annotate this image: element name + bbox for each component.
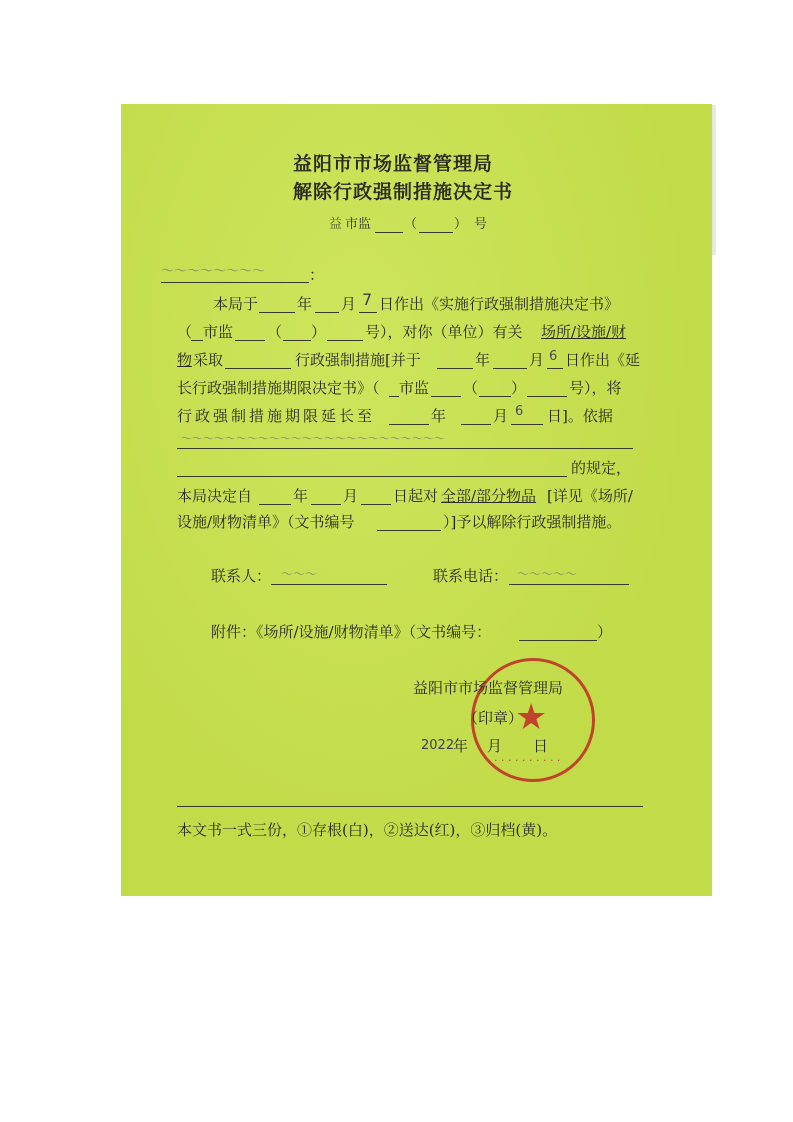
p3-month-blank (493, 368, 527, 369)
attachment-close: ） (597, 623, 613, 641)
p2-paren: （ (177, 323, 193, 341)
p2-prefix-blank (191, 340, 203, 341)
p3-day-blank (547, 368, 563, 369)
basis-line-2 (177, 476, 567, 477)
p3-caiqu: 采取 (193, 351, 224, 369)
p3-year-blank (437, 368, 473, 369)
p7-options: 全部/部分物品 (441, 487, 537, 505)
p3-tail: 日作出《延 (565, 351, 641, 369)
addressee-colon: ： (309, 266, 325, 284)
doc-no-prefix: 益 (329, 217, 343, 232)
p8-tail: ）]予以解除行政强制措施。 (443, 513, 622, 531)
p2-city: 市监 (203, 323, 234, 341)
p4-tail: 号），将 (569, 379, 622, 397)
contact-phone-label: 联系电话： (433, 567, 509, 585)
p1-text: 日作出《实施行政强制措施决定书》 (379, 295, 620, 313)
p7-day-blank (361, 504, 391, 505)
p5-day-blank (511, 424, 543, 425)
p5-month-blank (461, 424, 491, 425)
p3-wu: 物 (177, 351, 193, 369)
contact-person-field (271, 584, 387, 585)
basis-line-1 (177, 448, 633, 449)
signature-seal-label: （印章） (463, 709, 524, 727)
contact-phone-field (509, 584, 629, 585)
footer-rule (177, 806, 643, 807)
p7-yue: 月 (343, 487, 359, 505)
p1-lead: 本局于 (213, 295, 259, 313)
contact-phone-handwriting: ～～～～～ (517, 567, 578, 581)
p5-tail: 日]。依据 (547, 407, 613, 425)
org-title: 益阳市市场监督管理局 (293, 153, 494, 175)
doc-no-city: 市监 (345, 217, 372, 232)
attachment-docno-field (519, 640, 597, 641)
p7-year-blank (259, 504, 291, 505)
addressee-blank (161, 282, 309, 283)
p1-nian: 年 (297, 295, 313, 313)
document-sheet (121, 104, 712, 896)
p1-month-blank (315, 312, 339, 313)
p2-paren-close: ） (311, 323, 327, 341)
p1-day-value: 7 (362, 290, 373, 309)
p2-year-blank (283, 340, 311, 341)
p2-place-options: 场所/设施/财 (541, 323, 627, 341)
p1-day-blank (359, 312, 377, 313)
p5-day-value: 6 (515, 404, 524, 419)
signature-ri: 日 (533, 737, 549, 755)
doc-no-hao: 号 (474, 217, 488, 232)
p7-lead: 本局决定自 (177, 487, 253, 505)
p4-city: 市监 (399, 379, 430, 397)
p2-text: 号），对你（单位）有关 (365, 323, 523, 341)
signature-year: 2022 (421, 738, 455, 753)
p4-paren-close: ） (511, 379, 527, 397)
doc-no-paren-close: ） (454, 217, 468, 232)
doc-no-paren-open: （ (404, 217, 418, 232)
p5-text: 行政强制措施期限延长至 (177, 407, 376, 425)
doc-no-blank (375, 232, 403, 233)
seal-serial-icon: · · · · · · · · · · · (487, 754, 561, 767)
signature-nian: 年 (453, 737, 469, 755)
p1-year-blank (259, 312, 295, 313)
p3-yue: 月 (529, 351, 545, 369)
p4-text: 长行政强制措施期限决定书》（ (177, 379, 380, 397)
p2-type-blank (235, 340, 265, 341)
p3-measure-blank (225, 368, 291, 369)
p5-yue: 月 (493, 407, 509, 425)
p7-text: 日起对 (393, 487, 439, 505)
p4-type-blank (431, 396, 461, 397)
doc-no-year-blank (419, 232, 453, 233)
p4-prefix-blank (389, 396, 399, 397)
basis-handwriting: ～～～～～～～～～～～～～～～～～～～～～～～～ (181, 432, 445, 445)
p5-nian: 年 (431, 407, 447, 425)
addressee-handwriting: 〜〜〜〜〜〜〜〜 (161, 264, 266, 279)
signature-yue: 月 (487, 737, 503, 755)
p2-num-blank (327, 340, 363, 341)
attachment-label: 附件：《场所/设施/财物清单》（文书编号： (211, 623, 492, 641)
signature-org: 益阳市市场监督管理局 (413, 679, 564, 697)
p3-nian: 年 (475, 351, 491, 369)
seal-star-icon: ★ (515, 697, 548, 738)
p4-paren-open: （ (463, 379, 479, 397)
p1-yue: 月 (341, 295, 357, 313)
p8-lead: 设施/财物清单》（文书编号 (177, 513, 355, 531)
p7-nian: 年 (293, 487, 309, 505)
p4-num-blank (527, 396, 567, 397)
p2-paren-open: （ (267, 323, 283, 341)
contact-person-handwriting: ～～～ (281, 567, 318, 581)
basis-tail: 的规定， (571, 459, 632, 477)
doc-title: 解除行政强制措施决定书 (293, 181, 514, 203)
p7-month-blank (311, 504, 341, 505)
contact-person-label: 联系人： (211, 567, 272, 585)
p5-year-blank (389, 424, 429, 425)
p8-docno-blank (377, 530, 441, 531)
p4-year-blank (479, 396, 511, 397)
footer-copies-note: 本文书一式三份，①存根(白)，②送达(红)，③归档(黄)。 (177, 821, 558, 839)
p3-day-value: 6 (549, 349, 558, 364)
p3-text: 行政强制措施[并于 (295, 351, 421, 369)
p7-tail: [详见《场所/ (547, 487, 633, 505)
